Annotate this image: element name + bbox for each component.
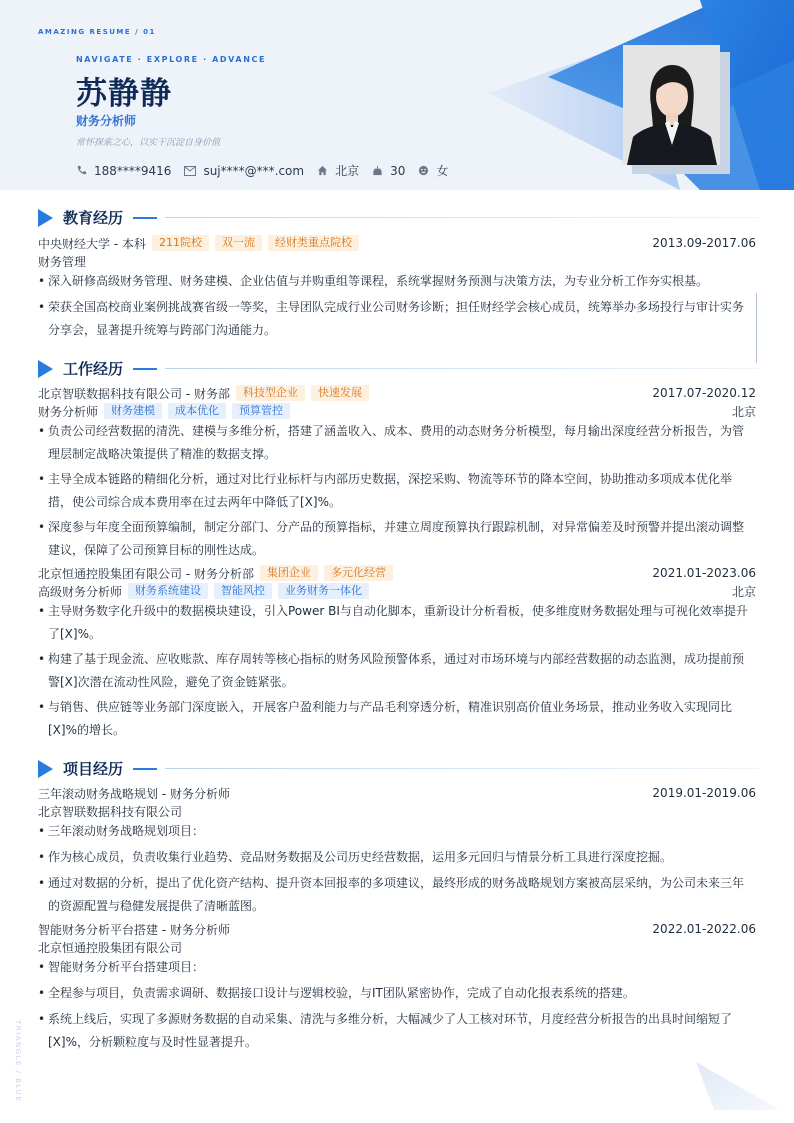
tag-badge: 科技型企业 (236, 385, 305, 401)
tag-badge: 快速发展 (311, 385, 369, 401)
date-range: 2013.09-2017.06 (652, 236, 756, 250)
skill-badge: 财务建模 (104, 403, 162, 419)
resume-tag: AMAZING RESUME / 01 (38, 28, 156, 36)
profile-photo (623, 45, 720, 165)
email-text: suj****@***.com (203, 163, 305, 178)
triangle-icon (38, 760, 53, 778)
candidate-motto: 常怀探索之心，以实干沉淀自身价值 (76, 138, 221, 148)
tagline: NAVIGATE · EXPLORE · ADVANCE (76, 55, 267, 64)
list-item: • 负责公司经营数据的清洗、建模与多维分析，搭建了涵盖收入、成本、费用的动态财务分析模型，每月输出深度经营分析报告，为管理层制定战略决策提供了精准的数据支撑。 (38, 424, 745, 461)
project-company: 北京恒通控股集团有限公司 (38, 940, 183, 955)
date-range: 2019.01-2019.06 (652, 786, 756, 800)
mail-icon (184, 166, 196, 176)
section-title-work (38, 358, 758, 379)
list-item: • 三年滚动财务战略规划项目： (38, 824, 205, 838)
list-item: • 全程参与项目，负责需求调研、数据接口设计与逻辑校验，与IT团队紧密协作，完成了自动化报表系统的搭建。 (38, 986, 635, 1000)
position-row (38, 582, 756, 600)
project-row (38, 920, 756, 938)
section-heading: 项目经历 (63, 760, 124, 778)
section-heading: 教育经历 (63, 209, 124, 227)
section-heading: 工作经历 (63, 360, 124, 378)
list-item: • 与销售、供应链等业务部门深度嵌入，开展客户盈利能力与产品毛利穿透分析，精准识别高价值业务场景，推动业务收入实现同比[X]%的增长。 (38, 700, 733, 737)
contact-gender (418, 162, 448, 179)
list-item: • 智能财务分析平台搭建项目： (38, 960, 205, 974)
project-row (38, 784, 756, 802)
tag-badge: 双一流 (215, 235, 262, 251)
contact-city (317, 162, 359, 179)
list-item: • 深度参与年度全面预算编制，制定分部门、分产品的预算指标，并建立周度预算执行跟踪机制，对异常偏差及时预警并提出滚动调整建议，保障了公司预算目标的刚性达成。 (38, 520, 745, 557)
contact-age (372, 164, 405, 178)
job-row (38, 384, 756, 402)
triangle-icon (38, 360, 53, 378)
tag-badge: 多元化经营 (324, 565, 393, 581)
project-name: 智能财务分析平台搭建 - 财务分析师 (38, 922, 230, 937)
age-text: 30 (390, 163, 406, 178)
date-range: 2021.01-2023.06 (652, 566, 756, 580)
tag-badge: 211院校 (152, 235, 209, 251)
gender-text: 女 (436, 164, 449, 178)
portrait-illustration (623, 45, 720, 165)
resume-header (0, 0, 794, 190)
phone-text: 188****9416 (94, 163, 172, 178)
section-title-education (38, 207, 758, 228)
list-item: • 主导财务数字化升级中的数据模块建设，引入Power BI与自动化脚本，重新设计分析看板，使多维度财务数据处理与可视化效率提升了[X]%。 (38, 604, 748, 641)
contact-email (184, 164, 304, 178)
date-range: 2017.07-2020.12 (652, 386, 756, 400)
heading-dash (133, 368, 157, 370)
skill-badge: 成本优化 (168, 403, 226, 419)
list-item: • 深入研修高级财务管理、财务建模、企业估值与并购重组等课程，系统掌握财务预测与决策方法，为专业分析工作夯实根基。 (38, 274, 709, 288)
location: 北京 (731, 584, 756, 599)
cake-icon (372, 165, 383, 176)
list-item: • 作为核心成员，负责收集行业趋势、竞品财务数据及公司历史经营数据，运用多元回归与情景分析工具进行深度挖掘。 (38, 850, 673, 864)
location: 北京 (731, 404, 756, 419)
position-title: 财务分析师 (38, 404, 99, 419)
candidate-name: 苏静静 (76, 76, 172, 112)
heading-line (165, 768, 758, 769)
job-row (38, 564, 756, 582)
project-name: 三年滚动财务战略规划 - 财务分析师 (38, 786, 230, 801)
major-row (38, 252, 756, 270)
company-name: 北京恒通控股集团有限公司 - 财务分析部 (38, 566, 254, 581)
heading-dash (133, 768, 157, 770)
major: 财务管理 (38, 254, 87, 269)
skill-badge: 预算管控 (232, 403, 290, 419)
section-title-projects (38, 758, 758, 779)
city-text: 北京 (335, 164, 360, 178)
project-company-row (38, 938, 756, 956)
skill-badge: 智能风控 (214, 583, 272, 599)
company-name: 北京智联数据科技有限公司 - 财务部 (38, 386, 230, 401)
side-label: TRIANGLE / BLUE (14, 1020, 22, 1103)
list-item: • 通过对数据的分析，提出了优化资产结构、提升资本回报率的多项建议，最终形成的财务战略规划方案被高层采纳，为公司未来三年的资源配置与稳健发展提供了清晰蓝图。 (38, 876, 745, 913)
candidate-role: 财务分析师 (76, 114, 137, 128)
project-company-row (38, 802, 756, 820)
date-range: 2022.01-2022.06 (652, 922, 756, 936)
face-icon (418, 165, 429, 176)
triangle-icon (38, 209, 53, 227)
heading-line (165, 217, 758, 218)
side-divider (756, 293, 757, 363)
position-title: 高级财务分析师 (38, 584, 123, 599)
phone-icon (76, 165, 87, 176)
school-name: 中央财经大学 - 本科 (38, 236, 146, 251)
footer-triangle-decoration (690, 1060, 794, 1123)
list-item: • 主导全成本链路的精细化分析，通过对比行业标杆与内部历史数据，深挖采购、物流等环节的降本空间，协助推动多项成本优化举措，使公司综合成本费用率在过去两年中降低了[X]%。 (38, 472, 733, 509)
contact-bar (76, 162, 461, 179)
contact-phone (76, 164, 171, 178)
tag-badge: 集团企业 (260, 565, 318, 581)
project-company: 北京智联数据科技有限公司 (38, 804, 183, 819)
skill-badge: 业务财务一体化 (278, 583, 369, 599)
skill-badge: 财务系统建设 (128, 583, 208, 599)
list-item: • 系统上线后，实现了多源财务数据的自动采集、清洗与多维分析，大幅减少了人工核对环节，月度经营分析报告的出具时间缩短了[X]%，分析颗粒度与及时性显著提升。 (38, 1012, 733, 1049)
education-row (38, 234, 756, 252)
position-row (38, 402, 756, 420)
home-icon (317, 165, 328, 176)
list-item: • 构建了基于现金流、应收账款、库存周转等核心指标的财务风险预警体系，通过对市场环境与内部经营数据的动态监测，成功提前预警[X]次潜在流动性风险，避免了资金链紧张。 (38, 652, 745, 689)
heading-line (165, 368, 758, 369)
tag-badge: 经财类重点院校 (268, 235, 359, 251)
heading-dash (133, 217, 157, 219)
list-item: • 荣获全国高校商业案例挑战赛省级一等奖，主导团队完成行业公司财务诊断；担任财经学会核心成员，统筹举办多场投行与审计实务分享会，显著提升统筹与跨部门沟通能力。 (38, 300, 745, 337)
